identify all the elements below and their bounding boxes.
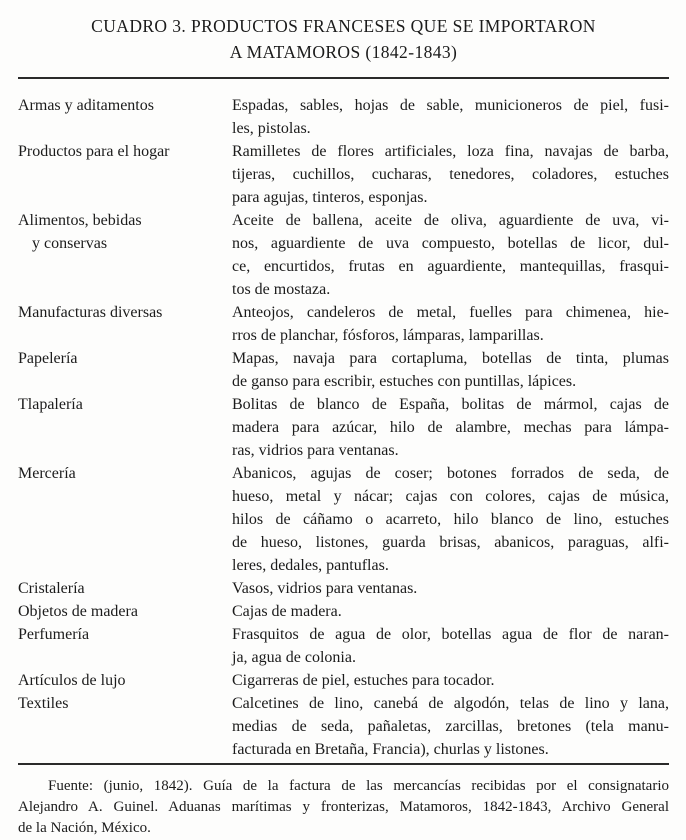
products-table [18,94,669,761]
description-line: tijeras, cuchillos, cucharas, tenedores, coladores, estuches [232,166,669,183]
table-row [18,600,669,623]
title-line-2: A MATAMOROS (1842-1843) [229,42,458,62]
description-cell [232,462,669,577]
description-line: Espadas, sables, hojas de sable, municioneros de piel, fusi- [232,97,669,114]
description-line: Cigarreras de piel, estuches para tocador. [232,672,495,689]
description-cell [232,692,669,761]
description-line: nos, aguardiente de uva compuesto, botellas de licor, dul- [232,235,669,252]
description-line: Calcetines de lino, canebá de algodón, telas de lino y lana, [232,695,669,712]
table-row [18,347,669,393]
description-cell [232,393,669,462]
description-line: Bolitas de blanco de España, bolitas de mármol, cajas de [232,396,669,413]
description-cell [232,600,669,623]
description-line: leres, dedales, pantuflas. [232,557,389,574]
table-row [18,301,669,347]
category-cell [18,301,232,347]
table-row [18,140,669,209]
category-line: Alimentos, bebidas [18,212,142,229]
description-line: hilos de cáñamo o acarreto, hilo blanco de lino, estuches [232,511,669,528]
category-cell [18,347,232,393]
description-cell [232,209,669,301]
description-line: Frasquitos de agua de olor, botellas agua de flor de naran- [232,626,669,643]
description-line: ras, vidrios para ventanas. [232,442,399,459]
category-cell [18,209,232,301]
category-cell [18,94,232,140]
description-line: de hueso, listones, guarda brisas, abanicos, paraguas, alfi- [232,534,669,551]
description-line: ja, agua de colonia. [232,649,356,666]
table-row [18,393,669,462]
category-line: Cristalería [18,580,85,597]
description-line: hueso, metal y nácar; cajas con colores, cajas de música, [232,488,669,505]
category-cell [18,623,232,669]
category-line: Tlapalería [18,396,83,413]
category-cell [18,577,232,600]
description-line: Mapas, navaja para cortapluma, botellas de tinta, plumas [232,350,669,367]
description-line: para agujas, tinteros, esponjas. [232,189,428,206]
description-cell [232,623,669,669]
description-cell [232,577,669,600]
category-line: Textiles [18,695,69,712]
description-line: Aceite de ballena, aceite de oliva, aguardiente de uva, vi- [232,212,669,229]
category-cell [18,462,232,577]
source-line: de la Nación, México. [18,820,151,836]
category-line: y conservas [32,235,108,252]
description-cell [232,140,669,209]
source-line: Alejandro A. Guinel. Aduanas marítimas y fronterizas, Matamoros, 1842-1843, Archivo General [18,799,669,815]
description-line: de ganso para escribir, estuches con puntillas, lápices. [232,373,577,390]
category-line: Artículos de lujo [18,672,126,689]
description-cell [232,94,669,140]
description-line: Vasos, vidrios para ventanas. [232,580,418,597]
bottom-rule [18,763,669,765]
table-title [18,13,669,65]
description-line: rros de planchar, fósforos, lámparas, lamparillas. [232,327,544,344]
category-line: Armas y aditamentos [18,97,154,114]
table-row [18,623,669,669]
category-cell [18,692,232,761]
table-row [18,94,669,140]
table-row [18,577,669,600]
top-rule [18,77,669,79]
description-line: madera para azúcar, hilo de alambre, mechas para lámpa- [232,419,669,436]
category-line: Productos para el hogar [18,143,170,160]
table-row [18,462,669,577]
category-cell [18,669,232,692]
description-cell [232,347,669,393]
category-line: Manufacturas diversas [18,304,163,321]
table-row [18,669,669,692]
category-line: Objetos de madera [18,603,138,620]
category-cell [18,600,232,623]
description-line: facturada en Bretaña, Francia), churlas y listones. [232,741,549,758]
source-line: Fuente: (junio, 1842). Guía de la factura de las mercancías recibidas por el consignatario [48,778,669,794]
description-line: tos de mostaza. [232,281,331,298]
category-line: Papelería [18,350,78,367]
description-line: Abanicos, agujas de coser; botones forrados de seda, de [232,465,669,482]
description-line: les, pistolas. [232,120,311,137]
description-line: medias de seda, pañaletas, zarcillas, bretones (tela manu- [232,718,669,735]
category-line: Perfumería [18,626,90,643]
description-line: Ramilletes de flores artificiales, loza fina, navajas de barba, [232,143,669,160]
table-row [18,209,669,301]
category-cell [18,393,232,462]
description-line: ce, encurtidos, frutas en aguardiente, mantequillas, frasqui- [232,258,669,275]
description-line: Anteojos, candeleros de metal, fuelles para chimenea, hie- [232,304,669,321]
category-cell [18,140,232,209]
description-cell [232,301,669,347]
table-row [18,692,669,761]
source-note [18,776,669,839]
description-cell [232,669,669,692]
description-line: Cajas de madera. [232,603,342,620]
title-line-1: CUADRO 3. PRODUCTOS FRANCESES QUE SE IMPORTARON [91,16,596,36]
category-line: Mercería [18,465,76,482]
